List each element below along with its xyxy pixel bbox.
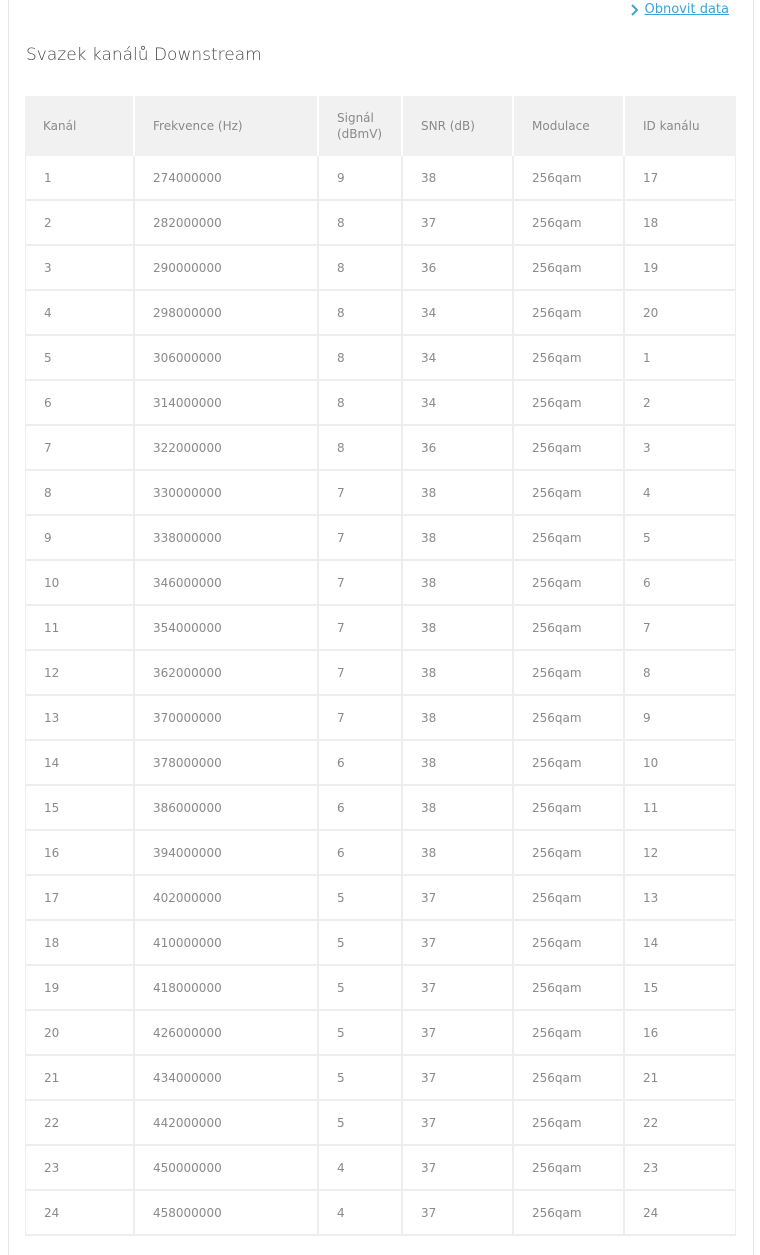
cell-channel-id: 12: [625, 831, 736, 876]
cell-snr: 38: [403, 606, 514, 651]
cell-channel-id: 11: [625, 786, 736, 831]
cell-frequency: 434000000: [135, 1056, 319, 1101]
cell-modulation: 256qam: [514, 1056, 625, 1101]
cell-frequency: 458000000: [135, 1191, 319, 1236]
cell-snr: 37: [403, 1011, 514, 1056]
table-row: [25, 246, 736, 291]
cell-snr: 34: [403, 291, 514, 336]
cell-snr: 38: [403, 786, 514, 831]
table-row: [25, 1191, 736, 1236]
cell-modulation: 256qam: [514, 381, 625, 426]
cell-channel-id: 3: [625, 426, 736, 471]
cell-snr: 37: [403, 921, 514, 966]
cell-frequency: 274000000: [135, 156, 319, 201]
cell-modulation: 256qam: [514, 201, 625, 246]
table-row: [25, 516, 736, 561]
cell-channel-id: 13: [625, 876, 736, 921]
cell-signal: 8: [319, 246, 403, 291]
cell-signal: 8: [319, 426, 403, 471]
column-header-frequency: Frekvence (Hz): [135, 96, 319, 156]
cell-channel: 7: [25, 426, 135, 471]
table-row: [25, 1011, 736, 1056]
cell-modulation: 256qam: [514, 696, 625, 741]
cell-channel-id: 19: [625, 246, 736, 291]
table-row: [25, 876, 736, 921]
cell-channel: 19: [25, 966, 135, 1011]
cell-frequency: 418000000: [135, 966, 319, 1011]
cell-modulation: 256qam: [514, 246, 625, 291]
column-header-snr: SNR (dB): [403, 96, 514, 156]
cell-modulation: 256qam: [514, 651, 625, 696]
cell-modulation: 256qam: [514, 561, 625, 606]
cell-snr: 38: [403, 471, 514, 516]
table-row: [25, 1146, 736, 1191]
cell-channel-id: 10: [625, 741, 736, 786]
cell-frequency: 386000000: [135, 786, 319, 831]
cell-snr: 38: [403, 741, 514, 786]
cell-frequency: 402000000: [135, 876, 319, 921]
cell-frequency: 290000000: [135, 246, 319, 291]
cell-frequency: 330000000: [135, 471, 319, 516]
cell-channel: 6: [25, 381, 135, 426]
chevron-right-icon: [629, 3, 641, 17]
cell-snr: 37: [403, 876, 514, 921]
cell-snr: 38: [403, 696, 514, 741]
cell-frequency: 346000000: [135, 561, 319, 606]
cell-frequency: 442000000: [135, 1101, 319, 1146]
cell-frequency: 370000000: [135, 696, 319, 741]
cell-snr: 38: [403, 561, 514, 606]
table-row: [25, 1101, 736, 1146]
cell-signal: 5: [319, 1101, 403, 1146]
table-body: [25, 156, 736, 1236]
cell-modulation: 256qam: [514, 876, 625, 921]
cell-frequency: 338000000: [135, 516, 319, 561]
cell-signal: 6: [319, 831, 403, 876]
cell-channel: 9: [25, 516, 135, 561]
cell-signal: 7: [319, 516, 403, 561]
cell-snr: 38: [403, 156, 514, 201]
cell-snr: 37: [403, 1191, 514, 1236]
cell-channel-id: 23: [625, 1146, 736, 1191]
cell-channel-id: 17: [625, 156, 736, 201]
cell-modulation: 256qam: [514, 966, 625, 1011]
table-row: [25, 561, 736, 606]
column-header-channel: Kanál: [25, 96, 135, 156]
table-row: [25, 831, 736, 876]
cell-channel-id: 15: [625, 966, 736, 1011]
cell-frequency: 298000000: [135, 291, 319, 336]
cell-signal: 5: [319, 921, 403, 966]
table-row: [25, 696, 736, 741]
column-header-modulation: Modulace: [514, 96, 625, 156]
cell-channel: 5: [25, 336, 135, 381]
table-row: [25, 381, 736, 426]
cell-channel: 18: [25, 921, 135, 966]
cell-modulation: 256qam: [514, 606, 625, 651]
cell-modulation: 256qam: [514, 921, 625, 966]
cell-snr: 37: [403, 1146, 514, 1191]
cell-modulation: 256qam: [514, 1146, 625, 1191]
cell-signal: 7: [319, 696, 403, 741]
downstream-table: [25, 96, 736, 1236]
cell-snr: 38: [403, 651, 514, 696]
cell-channel-id: 21: [625, 1056, 736, 1101]
cell-signal: 9: [319, 156, 403, 201]
table-header-row: [25, 96, 736, 156]
cell-modulation: 256qam: [514, 831, 625, 876]
cell-frequency: 378000000: [135, 741, 319, 786]
cell-channel-id: 14: [625, 921, 736, 966]
table-row: [25, 471, 736, 516]
cell-signal: 7: [319, 606, 403, 651]
page-title: Svazek kanálů Downstream: [26, 45, 262, 65]
cell-channel-id: 18: [625, 201, 736, 246]
cell-snr: 36: [403, 246, 514, 291]
table-row: [25, 651, 736, 696]
cell-modulation: 256qam: [514, 1191, 625, 1236]
cell-frequency: 306000000: [135, 336, 319, 381]
cell-snr: 37: [403, 966, 514, 1011]
cell-snr: 38: [403, 516, 514, 561]
cell-channel: 1: [25, 156, 135, 201]
cell-signal: 7: [319, 471, 403, 516]
table-row: [25, 1056, 736, 1101]
refresh-data-link[interactable]: [629, 2, 730, 17]
cell-modulation: 256qam: [514, 786, 625, 831]
table-row: [25, 786, 736, 831]
cell-frequency: 322000000: [135, 426, 319, 471]
cell-channel: 8: [25, 471, 135, 516]
table-row: [25, 201, 736, 246]
cell-signal: 8: [319, 336, 403, 381]
table-row: [25, 426, 736, 471]
cell-channel-id: 4: [625, 471, 736, 516]
cell-signal: 5: [319, 966, 403, 1011]
cell-frequency: 362000000: [135, 651, 319, 696]
cell-channel: 15: [25, 786, 135, 831]
cell-signal: 4: [319, 1191, 403, 1236]
cell-modulation: 256qam: [514, 1011, 625, 1056]
cell-channel-id: 16: [625, 1011, 736, 1056]
cell-modulation: 256qam: [514, 516, 625, 561]
cell-signal: 8: [319, 201, 403, 246]
cell-signal: 5: [319, 876, 403, 921]
table-row: [25, 336, 736, 381]
cell-channel: 16: [25, 831, 135, 876]
cell-channel: 10: [25, 561, 135, 606]
cell-frequency: 426000000: [135, 1011, 319, 1056]
cell-snr: 34: [403, 381, 514, 426]
cell-channel-id: 1: [625, 336, 736, 381]
cell-channel: 14: [25, 741, 135, 786]
cell-channel-id: 5: [625, 516, 736, 561]
cell-snr: 36: [403, 426, 514, 471]
cell-channel-id: 9: [625, 696, 736, 741]
cell-channel: 22: [25, 1101, 135, 1146]
cell-channel: 23: [25, 1146, 135, 1191]
cell-modulation: 256qam: [514, 156, 625, 201]
cell-channel-id: 20: [625, 291, 736, 336]
cell-signal: 4: [319, 1146, 403, 1191]
table-row: [25, 921, 736, 966]
table-row: [25, 606, 736, 651]
cell-channel: 21: [25, 1056, 135, 1101]
cell-snr: 37: [403, 1101, 514, 1146]
cell-channel-id: 8: [625, 651, 736, 696]
column-header-signal-label: Signál (dBmV): [337, 111, 383, 141]
cell-signal: 5: [319, 1056, 403, 1101]
cell-channel: 13: [25, 696, 135, 741]
cell-modulation: 256qam: [514, 741, 625, 786]
refresh-data-label[interactable]: Obnovit data: [644, 2, 729, 17]
cell-channel: 17: [25, 876, 135, 921]
cell-channel: 3: [25, 246, 135, 291]
cell-channel-id: 2: [625, 381, 736, 426]
cell-frequency: 410000000: [135, 921, 319, 966]
cell-snr: 37: [403, 1056, 514, 1101]
cell-signal: 7: [319, 561, 403, 606]
cell-channel: 4: [25, 291, 135, 336]
cell-frequency: 282000000: [135, 201, 319, 246]
cell-channel-id: 6: [625, 561, 736, 606]
cell-signal: 7: [319, 651, 403, 696]
table-row: [25, 156, 736, 201]
cell-channel: 12: [25, 651, 135, 696]
cell-signal: 8: [319, 291, 403, 336]
cell-snr: 38: [403, 831, 514, 876]
cell-modulation: 256qam: [514, 426, 625, 471]
cell-snr: 34: [403, 336, 514, 381]
cell-frequency: 450000000: [135, 1146, 319, 1191]
cell-channel: 24: [25, 1191, 135, 1236]
cell-modulation: 256qam: [514, 1101, 625, 1146]
cell-signal: 5: [319, 1011, 403, 1056]
cell-modulation: 256qam: [514, 336, 625, 381]
cell-modulation: 256qam: [514, 291, 625, 336]
cell-channel: 20: [25, 1011, 135, 1056]
cell-frequency: 394000000: [135, 831, 319, 876]
cell-frequency: 354000000: [135, 606, 319, 651]
cell-signal: 8: [319, 381, 403, 426]
cell-signal: 6: [319, 786, 403, 831]
cell-channel-id: 22: [625, 1101, 736, 1146]
cell-frequency: 314000000: [135, 381, 319, 426]
column-header-channel-id: ID kanálu: [643, 119, 700, 133]
cell-channel-id: 7: [625, 606, 736, 651]
table-row: [25, 966, 736, 1011]
table-row: [25, 291, 736, 336]
cell-snr: 37: [403, 201, 514, 246]
cell-channel-id: 24: [625, 1191, 736, 1236]
cell-channel: 2: [25, 201, 135, 246]
column-header-signal: [319, 96, 403, 156]
table-row: [25, 741, 736, 786]
cell-channel: 11: [25, 606, 135, 651]
cell-modulation: 256qam: [514, 471, 625, 516]
cell-signal: 6: [319, 741, 403, 786]
